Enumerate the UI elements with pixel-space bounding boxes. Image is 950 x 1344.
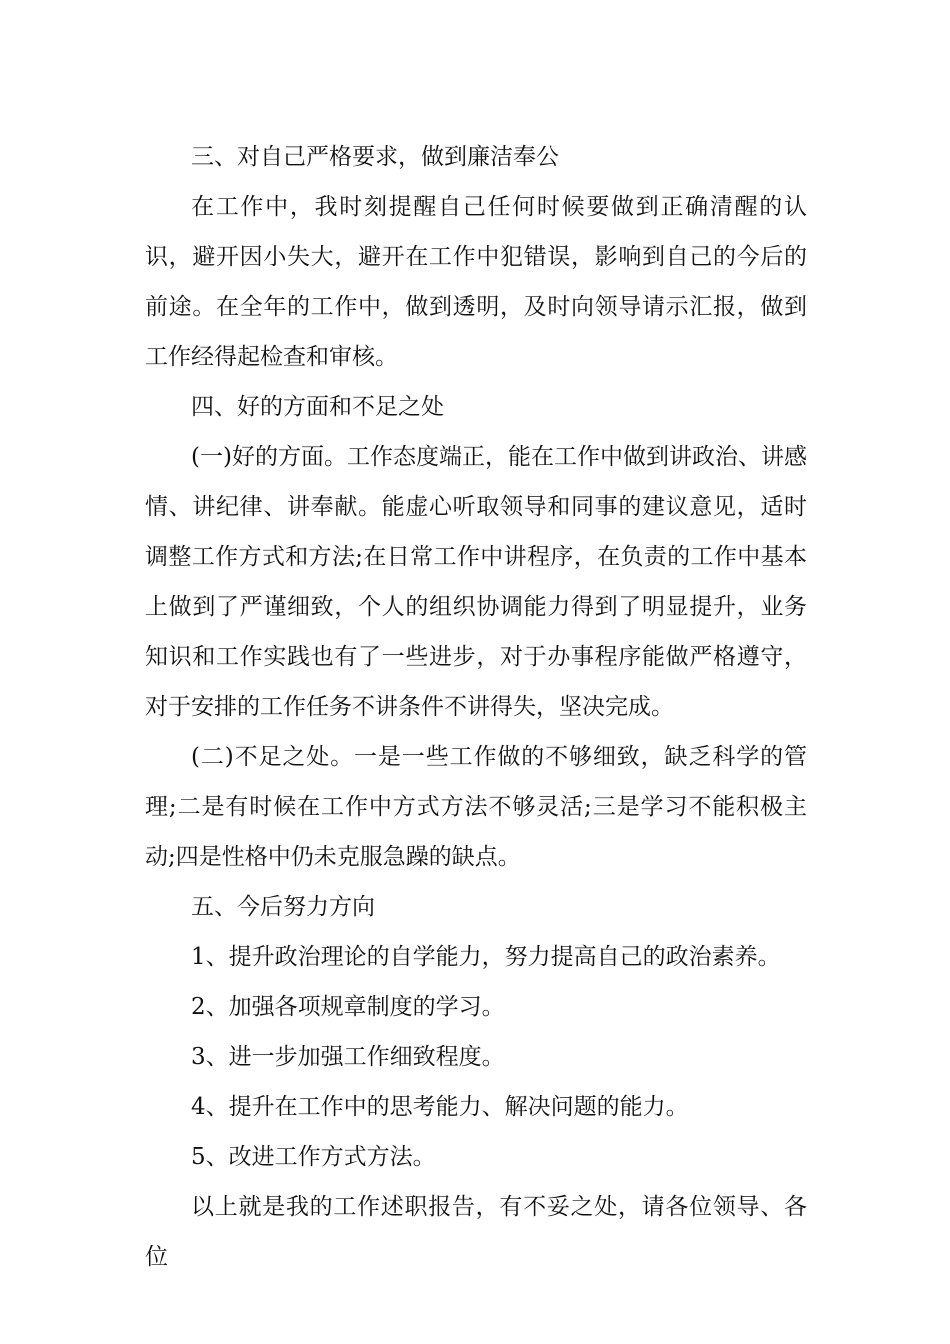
section-heading-4: 四、好的方面和不足之处 [191,394,444,420]
paragraph-weaknesses: (二)不足之处。一是一些工作做的不够细致，缺乏科学的管理;二是有时候在工作中方式方法不够灵活;三是学习不能积极主动;四是性格中仍未克服急躁的缺点。 [145,744,807,870]
section-heading-3: 三、对自己严格要求，做到廉洁奉公 [191,144,559,170]
list-item-2: 2、加强各项规章制度的学习。 [191,994,505,1020]
paragraph-strengths: (一)好的方面。工作态度端正，能在工作中做到讲政治、讲感情、讲纪律、讲奉献。能虚心听取领导和同事的建议意见，适时调整工作方式和方法;在日常工作中讲程序，在负责的工作中基本上做到了严谨细致，个人的组织协调能力得到了明显提升，业务知识和工作实践也有了一些进步，对于办事程序能做严格遵守，对于安排的工作任务不讲条件不讲得失，坚决完成。 [145,444,807,720]
document-body [145,132,807,1282]
paragraph-integrity: 在工作中，我时刻提醒自己任何时候要做到正确清醒的认识，避开因小失大，避开在工作中犯错误，影响到自己的今后的前途。在全年的工作中，做到透明，及时向领导请示汇报，做到工作经得起检查和审核。 [145,194,807,370]
list-item-3: 3、进一步加强工作细致程度。 [191,1044,505,1070]
list-item-5: 5、改进工作方式方法。 [191,1144,436,1170]
section-heading-5: 五、今后努力方向 [191,894,375,920]
list-item-1: 1、提升政治理论的自学能力，努力提高自己的政治素养。 [191,944,781,970]
list-item-4: 4、提升在工作中的思考能力、解决问题的能力。 [191,1094,689,1120]
paragraph-closing: 以上就是我的工作述职报告，有不妥之处，请各位领导、各位 [145,1194,807,1270]
